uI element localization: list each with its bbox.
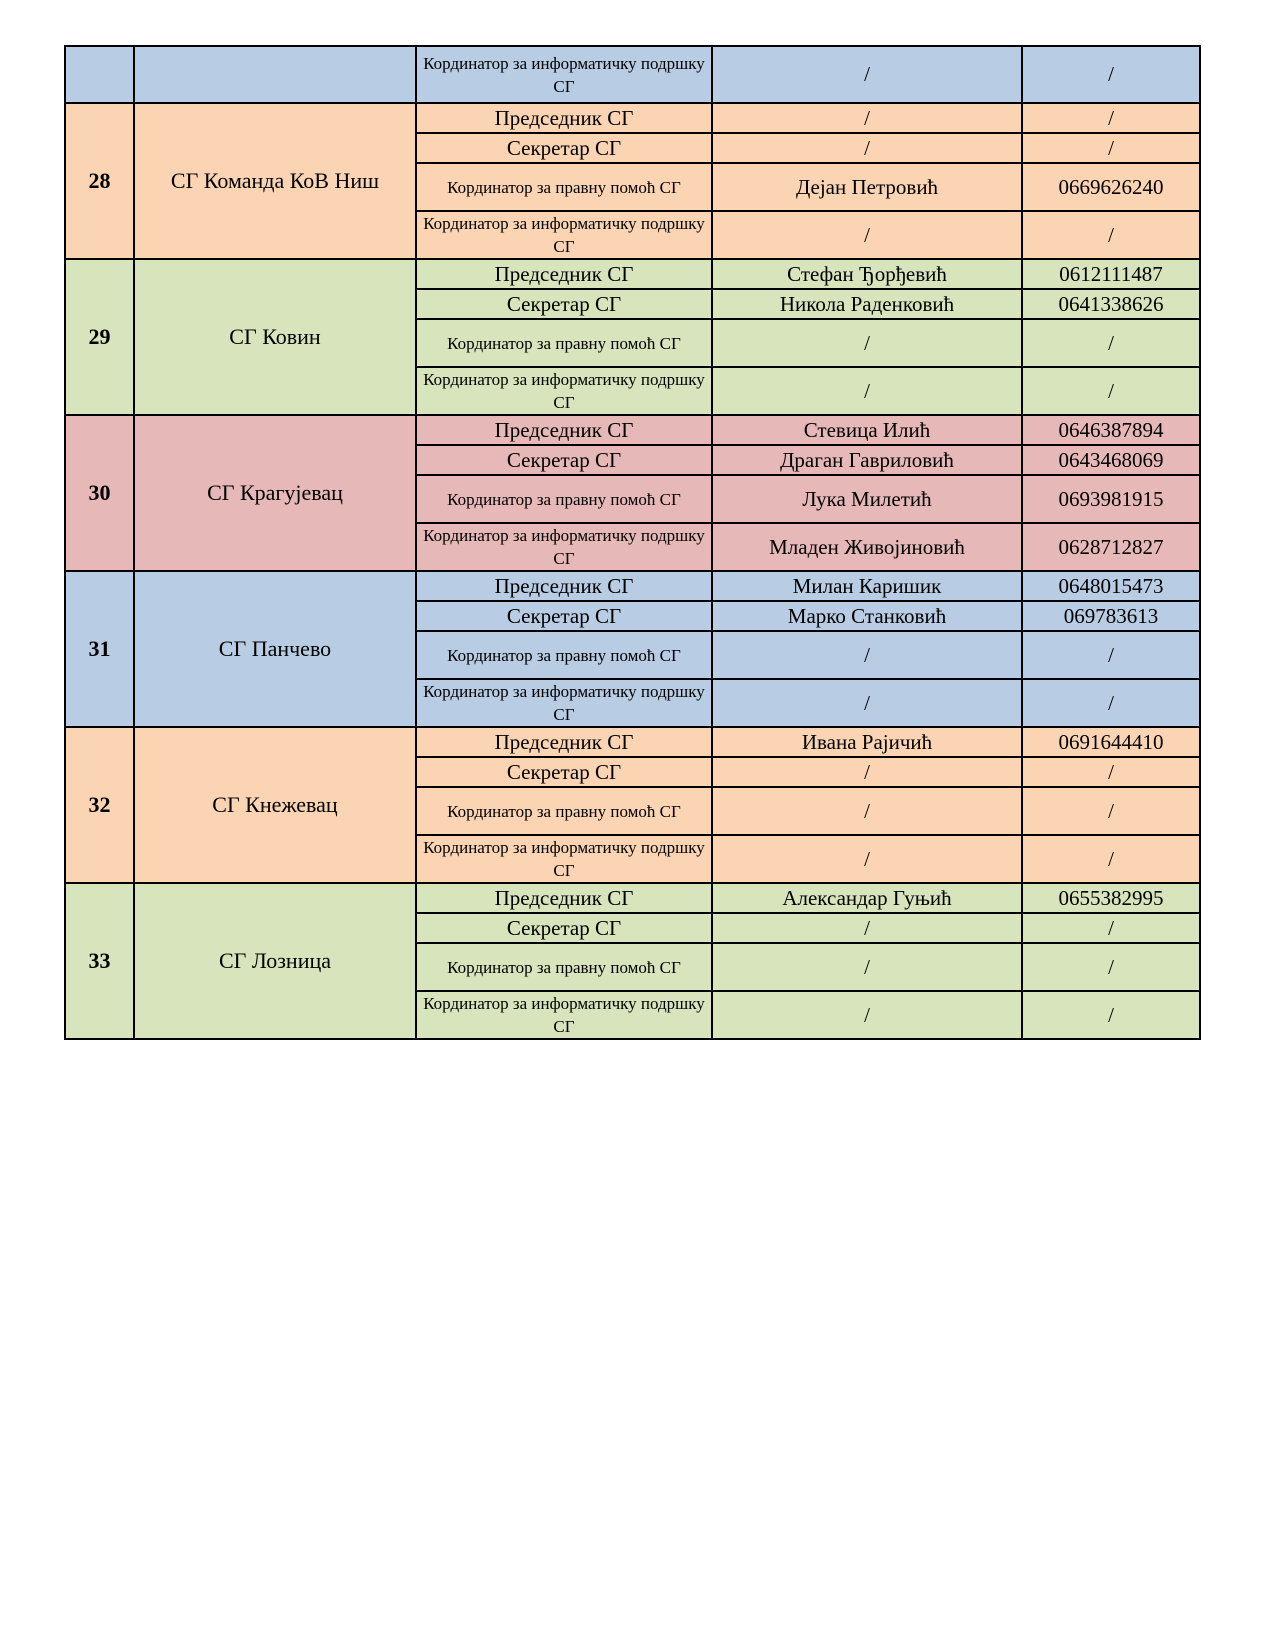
person-cell: Младен Живојиновић bbox=[712, 523, 1022, 571]
role-cell: Кординатор за правну помоћ СГ bbox=[416, 475, 712, 523]
role-cell: Секретар СГ bbox=[416, 445, 712, 475]
role-cell: Кординатор за информатичку подршку СГ bbox=[416, 367, 712, 415]
phone-cell: 0646387894 bbox=[1022, 415, 1200, 445]
table-row bbox=[65, 571, 1200, 601]
phone-cell: 0669626240 bbox=[1022, 163, 1200, 211]
role-cell: Кординатор за правну помоћ СГ bbox=[416, 787, 712, 835]
group-name-cell: СГ Лозница bbox=[134, 883, 416, 1039]
phone-cell: / bbox=[1022, 319, 1200, 367]
person-cell: / bbox=[712, 46, 1022, 103]
role-cell: Председник СГ bbox=[416, 727, 712, 757]
role-cell: Председник СГ bbox=[416, 259, 712, 289]
table-row bbox=[65, 46, 1200, 103]
person-cell: / bbox=[712, 133, 1022, 163]
phone-cell: / bbox=[1022, 913, 1200, 943]
role-cell: Кординатор за информатичку подршку СГ bbox=[416, 679, 712, 727]
person-cell: Милан Каришик bbox=[712, 571, 1022, 601]
person-cell: Ивана Рајичић bbox=[712, 727, 1022, 757]
person-cell: Лука Милетић bbox=[712, 475, 1022, 523]
role-cell: Секретар СГ bbox=[416, 601, 712, 631]
group-number-cell: 31 bbox=[65, 571, 134, 727]
phone-cell: 0641338626 bbox=[1022, 289, 1200, 319]
person-cell: Дејан Петровић bbox=[712, 163, 1022, 211]
role-cell: Председник СГ bbox=[416, 103, 712, 133]
phone-cell: 0628712827 bbox=[1022, 523, 1200, 571]
role-cell: Председник СГ bbox=[416, 571, 712, 601]
person-cell: / bbox=[712, 367, 1022, 415]
phone-cell: / bbox=[1022, 991, 1200, 1039]
person-cell: Никола Раденковић bbox=[712, 289, 1022, 319]
role-cell: Кординатор за информатичку подршку СГ bbox=[416, 211, 712, 259]
person-cell: Стевица Илић bbox=[712, 415, 1022, 445]
role-cell: Кординатор за правну помоћ СГ bbox=[416, 631, 712, 679]
phone-cell: / bbox=[1022, 679, 1200, 727]
group-name-cell: СГ Ковин bbox=[134, 259, 416, 415]
person-cell: / bbox=[712, 103, 1022, 133]
phone-cell: / bbox=[1022, 211, 1200, 259]
table-row bbox=[65, 883, 1200, 913]
person-cell: / bbox=[712, 211, 1022, 259]
phone-cell: 0612111487 bbox=[1022, 259, 1200, 289]
phone-cell: 0693981915 bbox=[1022, 475, 1200, 523]
group-name-cell: СГ Кнежевац bbox=[134, 727, 416, 883]
phone-cell: / bbox=[1022, 943, 1200, 991]
role-cell: Кординатор за информатичку подршку СГ bbox=[416, 991, 712, 1039]
role-cell: Кординатор за правну помоћ СГ bbox=[416, 943, 712, 991]
phone-cell: / bbox=[1022, 46, 1200, 103]
phone-cell: 0655382995 bbox=[1022, 883, 1200, 913]
role-cell: Кординатор за правну помоћ СГ bbox=[416, 319, 712, 367]
person-cell: Драган Гавриловић bbox=[712, 445, 1022, 475]
role-cell: Секретар СГ bbox=[416, 913, 712, 943]
person-cell: / bbox=[712, 991, 1022, 1039]
role-cell: Секретар СГ bbox=[416, 133, 712, 163]
phone-cell: 0643468069 bbox=[1022, 445, 1200, 475]
group-number-cell bbox=[65, 46, 134, 103]
person-cell: Александар Гуњић bbox=[712, 883, 1022, 913]
table-row bbox=[65, 103, 1200, 133]
person-cell: / bbox=[712, 835, 1022, 883]
table-row bbox=[65, 415, 1200, 445]
role-cell: Кординатор за информатичку подршку СГ bbox=[416, 46, 712, 103]
role-cell: Председник СГ bbox=[416, 415, 712, 445]
person-cell: / bbox=[712, 943, 1022, 991]
role-cell: Председник СГ bbox=[416, 883, 712, 913]
person-cell: / bbox=[712, 757, 1022, 787]
person-cell: / bbox=[712, 679, 1022, 727]
person-cell: Стефан Ђорђевић bbox=[712, 259, 1022, 289]
group-number-cell: 29 bbox=[65, 259, 134, 415]
role-cell: Кординатор за правну помоћ СГ bbox=[416, 163, 712, 211]
person-cell: / bbox=[712, 319, 1022, 367]
phone-cell: 0648015473 bbox=[1022, 571, 1200, 601]
phone-cell: 069783613 bbox=[1022, 601, 1200, 631]
person-cell: / bbox=[712, 787, 1022, 835]
group-number-cell: 33 bbox=[65, 883, 134, 1039]
phone-cell: 0691644410 bbox=[1022, 727, 1200, 757]
phone-cell: / bbox=[1022, 133, 1200, 163]
role-cell: Кординатор за информатичку подршку СГ bbox=[416, 523, 712, 571]
role-cell: Секретар СГ bbox=[416, 757, 712, 787]
group-number-cell: 30 bbox=[65, 415, 134, 571]
phone-cell: / bbox=[1022, 103, 1200, 133]
person-cell: Марко Станковић bbox=[712, 601, 1022, 631]
table-row bbox=[65, 727, 1200, 757]
group-name-cell: СГ Панчево bbox=[134, 571, 416, 727]
phone-cell: / bbox=[1022, 757, 1200, 787]
group-number-cell: 32 bbox=[65, 727, 134, 883]
phone-cell: / bbox=[1022, 631, 1200, 679]
role-cell: Секретар СГ bbox=[416, 289, 712, 319]
group-name-cell: СГ Команда КоВ Ниш bbox=[134, 103, 416, 259]
person-cell: / bbox=[712, 913, 1022, 943]
role-cell: Кординатор за информатичку подршку СГ bbox=[416, 835, 712, 883]
phone-cell: / bbox=[1022, 787, 1200, 835]
phone-cell: / bbox=[1022, 835, 1200, 883]
group-name-cell bbox=[134, 46, 416, 103]
group-number-cell: 28 bbox=[65, 103, 134, 259]
group-name-cell: СГ Крагујевац bbox=[134, 415, 416, 571]
table-row bbox=[65, 259, 1200, 289]
person-cell: / bbox=[712, 631, 1022, 679]
phone-cell: / bbox=[1022, 367, 1200, 415]
union-groups-table bbox=[64, 45, 1201, 1040]
